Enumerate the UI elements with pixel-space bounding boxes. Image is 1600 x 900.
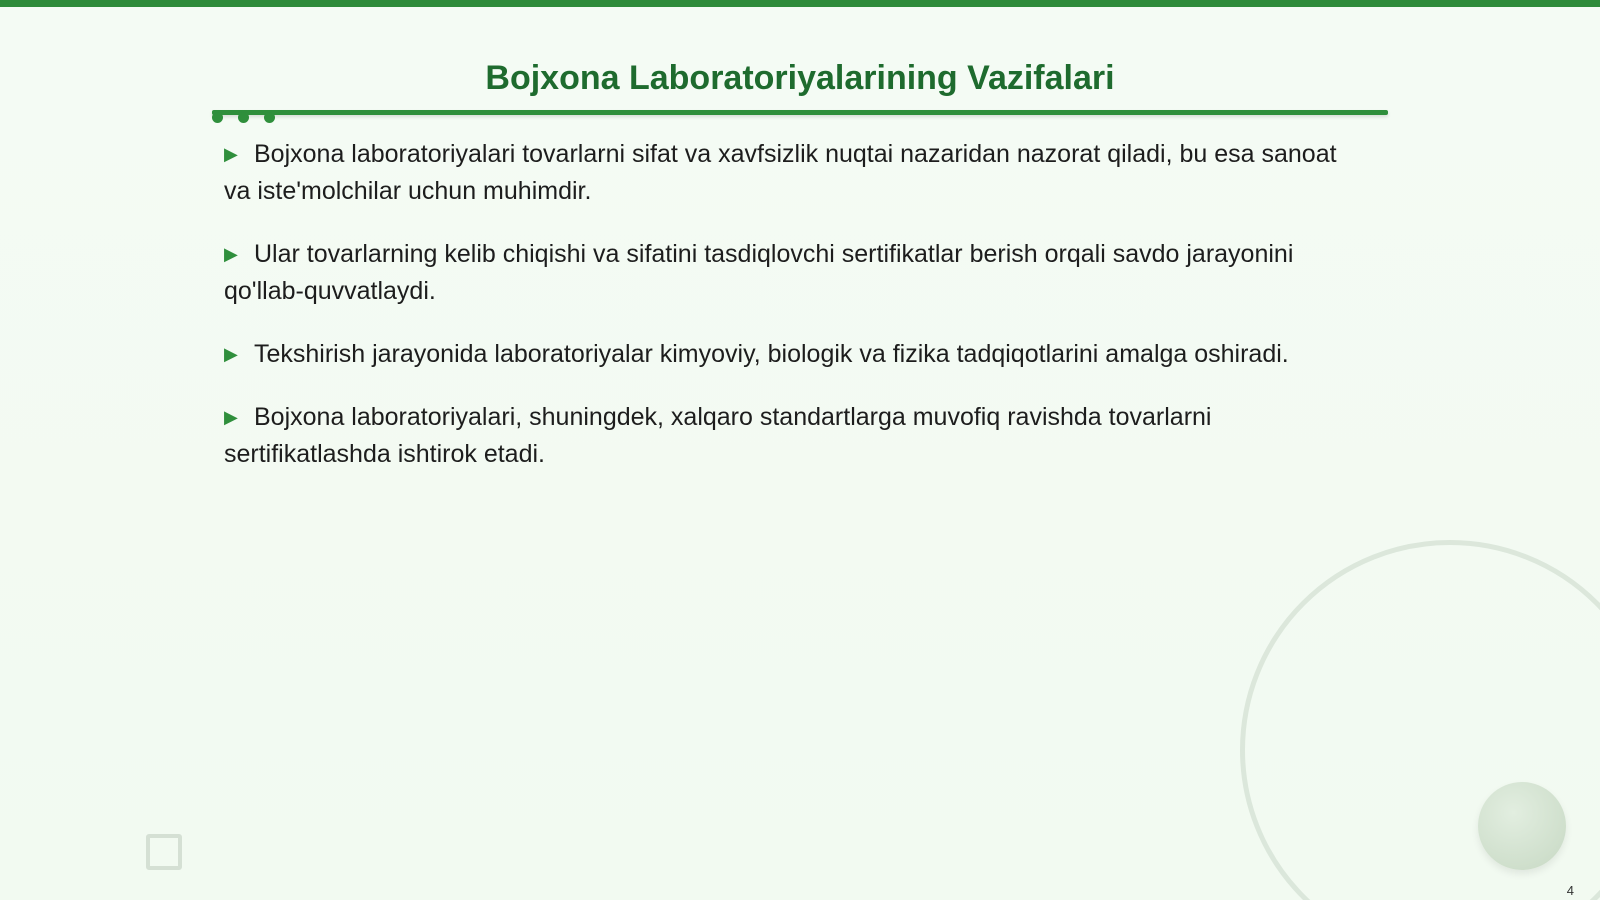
bullet-list: [224, 136, 1364, 499]
decorative-dot: [238, 112, 249, 123]
top-accent-bar: [0, 0, 1600, 7]
bullet-text: Bojxona laboratoriyalari, shuningdek, xalqaro standartlarga muvofiq ravishda tovarlarni sertifikatlashda ishtirok etadi.: [224, 403, 1212, 468]
triangle-right-icon: ▶: [224, 144, 238, 164]
bullet-text: Bojxona laboratoriyalari tovarlarni sifat va xavfsizlik nuqtai nazaridan nazorat qiladi, bu esa sanoat va iste'molchilar uchun muhimdir.: [224, 140, 1337, 205]
decorative-circle: [1478, 782, 1566, 870]
bullet-item: [224, 236, 1364, 310]
decorative-square: [146, 834, 182, 870]
page-number: 4: [1566, 883, 1574, 898]
bullet-text: Tekshirish jarayonida laboratoriyalar kimyoviy, biologik va fizika tadqiqotlarini amalga oshiradi.: [254, 340, 1289, 368]
slide-title: Bojxona Laboratoriyalarining Vazifalari: [485, 59, 1115, 97]
bullet-item: [224, 136, 1364, 210]
triangle-right-icon: ▶: [224, 244, 238, 264]
bullet-item: [224, 399, 1364, 473]
decorative-dot: [212, 112, 223, 123]
triangle-right-icon: ▶: [224, 407, 238, 427]
title-underline: [212, 110, 1388, 115]
decorative-dot: [264, 112, 275, 123]
bullet-item: [224, 336, 1364, 373]
triangle-right-icon: ▶: [224, 344, 238, 364]
bullet-text: Ular tovarlarning kelib chiqishi va sifatini tasdiqlovchi sertifikatlar berish orqali savdo jarayonini qo'llab-quvvatlaydi.: [224, 240, 1294, 305]
